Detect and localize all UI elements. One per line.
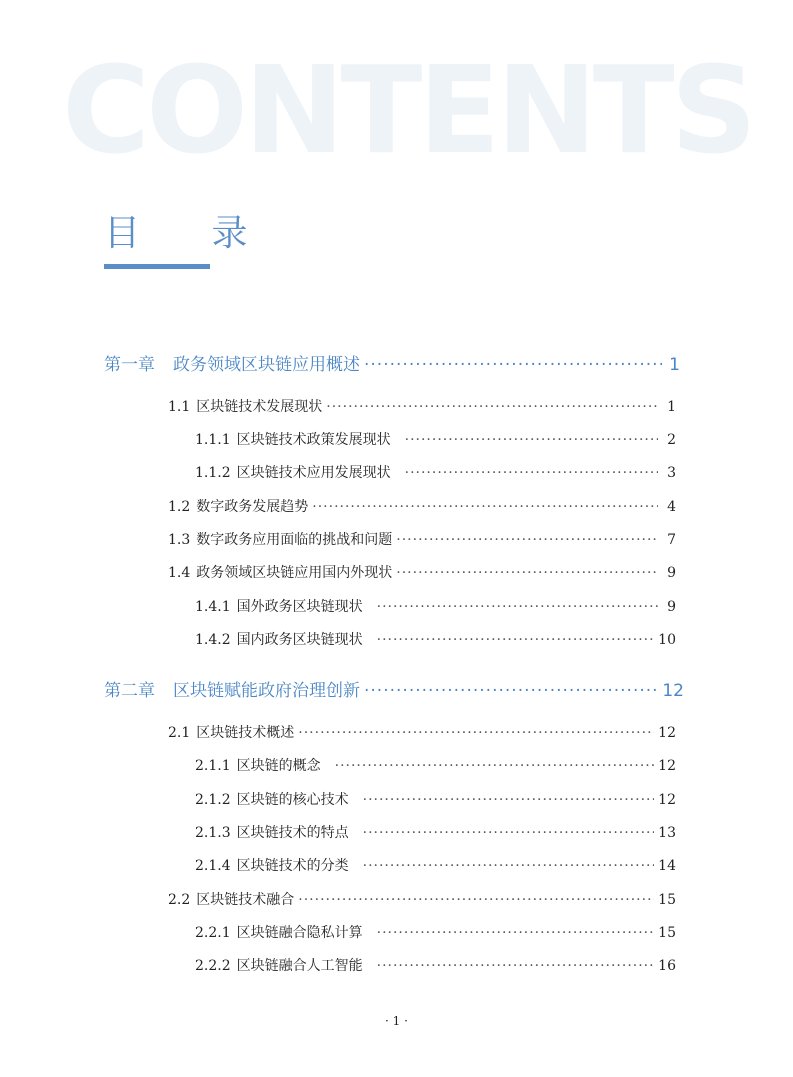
toc-page-number: 14 <box>658 858 676 874</box>
toc-section-1-4[interactable] <box>168 562 676 582</box>
toc-label: 区块链融合人工智能 <box>236 958 363 974</box>
toc-page-number: 12 <box>662 681 684 701</box>
toc-leader-dots <box>363 792 655 808</box>
toc-label: 国内政务区块链现状 <box>236 632 363 648</box>
toc-label: 国外政务区块链现状 <box>236 599 363 615</box>
toc-leader-dots <box>377 925 655 941</box>
toc-number: 2.1.2 <box>195 792 231 808</box>
toc-label: 区块链的概念 <box>236 758 321 774</box>
toc-number: 1.4.1 <box>195 599 231 615</box>
toc-page-number: 3 <box>667 465 676 481</box>
toc-page-number: 2 <box>667 432 676 448</box>
toc-page-number: 1 <box>667 399 676 415</box>
toc-number: 1.1.1 <box>195 432 231 448</box>
toc-subsection-2-2-2[interactable] <box>195 955 676 975</box>
toc-label: 区块链的核心技术 <box>236 792 349 808</box>
toc-page-number: 10 <box>658 632 676 648</box>
toc-label: 区块链技术的特点 <box>236 825 349 841</box>
toc-section-2-1[interactable] <box>168 722 676 742</box>
toc-section-1-2[interactable] <box>168 496 676 516</box>
toc-subsection-2-1-3[interactable] <box>195 822 676 842</box>
toc-section-1-3[interactable] <box>168 529 676 549</box>
toc-subsection-1-1-1[interactable] <box>195 429 676 449</box>
toc-label: 区块链赋能政府治理创新 <box>173 681 360 701</box>
toc-subsection-2-1-2[interactable] <box>195 789 676 809</box>
toc-leader-dots <box>298 892 654 908</box>
toc-number: 1.4 <box>168 565 191 581</box>
toc-number: 2.2 <box>168 892 191 908</box>
toc-page-number: 1 <box>669 355 680 375</box>
toc-label: 数字政务应用面临的挑战和问题 <box>196 532 393 548</box>
toc-section-2-2[interactable] <box>168 889 676 909</box>
toc-leader-dots <box>363 858 655 874</box>
toc-label: 区块链技术的分类 <box>236 858 349 874</box>
toc-label: 区块链技术发展现状 <box>196 399 323 415</box>
toc-number: 第一章 <box>104 355 155 375</box>
toc-subsection-1-4-1[interactable] <box>195 596 676 616</box>
toc-subsection-2-2-1[interactable] <box>195 922 676 942</box>
toc-leader-dots <box>405 465 658 481</box>
toc-page-number: 15 <box>658 925 676 941</box>
toc-label: 政务领域区块链应用国内外现状 <box>196 565 393 581</box>
toc-label: 区块链技术应用发展现状 <box>236 465 391 481</box>
toc-number: 第二章 <box>104 681 155 701</box>
toc-page-number: 13 <box>658 825 676 841</box>
toc-leader-dots <box>377 632 655 648</box>
toc-label: 区块链技术政策发展现状 <box>236 432 391 448</box>
toc-leader-dots <box>326 399 658 415</box>
toc-subsection-1-1-2[interactable] <box>195 462 676 482</box>
toc-number: 2.2.1 <box>195 925 231 941</box>
toc-subsection-1-4-2[interactable] <box>195 629 676 649</box>
toc-leader-dots <box>396 565 658 581</box>
toc-leader-dots <box>312 499 658 515</box>
toc-leader-dots <box>335 758 655 774</box>
toc-section-1-1[interactable] <box>168 396 676 416</box>
toc-label: 政务领域区块链应用概述 <box>173 355 360 375</box>
toc-page-number: 12 <box>658 725 676 741</box>
toc-number: 2.1 <box>168 725 191 741</box>
toc-leader-dots <box>364 355 662 375</box>
toc-label: 数字政务发展趋势 <box>196 499 309 515</box>
title-underline <box>104 264 210 269</box>
toc-number: 1.1.2 <box>195 465 231 481</box>
toc-page-number: 12 <box>658 758 676 774</box>
toc-page-number: 4 <box>667 499 676 515</box>
toc-subsection-2-1-1[interactable] <box>195 755 676 775</box>
toc-number: 2.1.1 <box>195 758 231 774</box>
toc-number: 1.3 <box>168 532 191 548</box>
toc-label: 区块链技术融合 <box>196 892 295 908</box>
toc-leader-dots <box>377 599 658 615</box>
toc-number: 1.1 <box>168 399 191 415</box>
page-title: 目 录 <box>104 213 278 254</box>
toc-number: 2.2.2 <box>195 958 231 974</box>
toc-page-number: 16 <box>658 958 676 974</box>
toc-page-number: 7 <box>667 532 676 548</box>
toc-number: 2.1.3 <box>195 825 231 841</box>
toc-leader-dots <box>405 432 658 448</box>
page-footer-number: · 1 · <box>385 1014 408 1028</box>
toc-number: 1.2 <box>168 499 191 515</box>
toc-label: 区块链融合隐私计算 <box>236 925 363 941</box>
toc-page-number: 12 <box>658 792 676 808</box>
toc-leader-dots <box>298 725 654 741</box>
toc-chapter-1[interactable] <box>104 350 680 375</box>
toc-chapter-2[interactable] <box>104 676 684 701</box>
toc-leader-dots <box>363 825 655 841</box>
contents-watermark: CONTENTS <box>62 42 754 181</box>
toc-subsection-2-1-4[interactable] <box>195 855 676 875</box>
toc-label: 区块链技术概述 <box>196 725 295 741</box>
toc-leader-dots <box>396 532 658 548</box>
toc-leader-dots <box>364 681 658 701</box>
toc-page-number: 9 <box>667 599 676 615</box>
toc-page-number: 15 <box>658 892 676 908</box>
toc-number: 1.4.2 <box>195 632 231 648</box>
toc-leader-dots <box>377 958 655 974</box>
toc-page-number: 9 <box>667 565 676 581</box>
toc-number: 2.1.4 <box>195 858 231 874</box>
